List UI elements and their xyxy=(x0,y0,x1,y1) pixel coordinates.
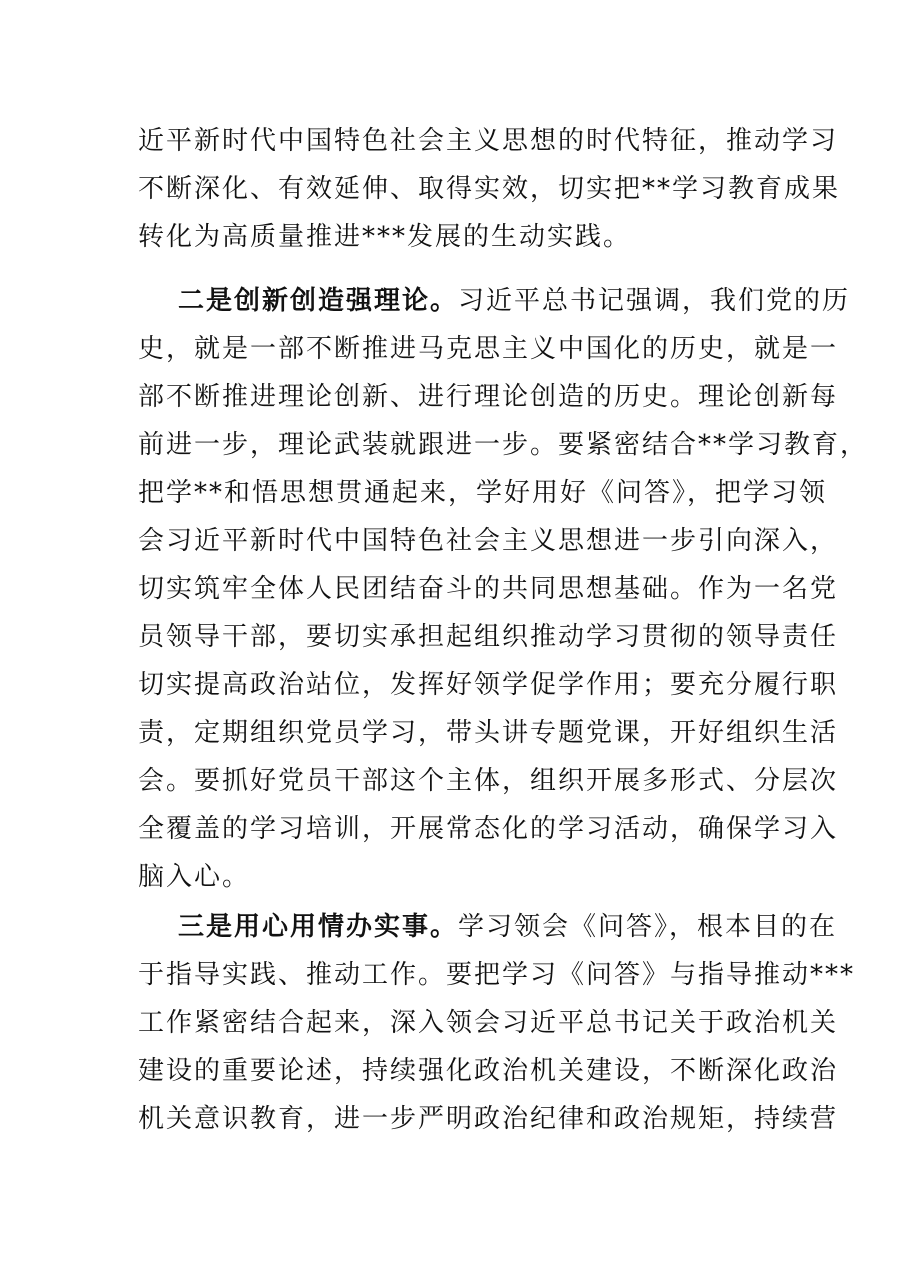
text-line: 近平新时代中国特色社会主义思想的时代特征，推动学习 xyxy=(138,126,839,156)
text-line: 于指导实践、推动工作。要把学习《问答》与指导推动*** xyxy=(138,960,856,990)
paragraph-first-line xyxy=(138,277,851,325)
paragraph-heading: 三是用心用情办实事。 xyxy=(178,912,459,942)
text-line: 切实筑牢全体人民团结奋斗的共同思想基础。作为一名党 xyxy=(138,574,839,604)
text-line: 脑入心。 xyxy=(138,862,251,892)
paragraph-text: 学习领会《问答》，根本目的在 xyxy=(458,912,838,942)
text-line: 员领导干部，要切实承担起组织推动学习贯彻的领导责任 xyxy=(138,622,839,652)
paragraph-2 xyxy=(138,277,869,901)
paragraph-3 xyxy=(138,903,856,1143)
text-line: 全覆盖的学习培训，开展常态化的学习活动，确保学习入 xyxy=(138,814,839,844)
text-line: 部不断推进理论创新、进行理论创造的历史。理论创新每 xyxy=(138,382,839,412)
text-line: 工作紧密结合起来，深入领会习近平总书记关于政治机关 xyxy=(138,1008,839,1038)
paragraph-1 xyxy=(138,117,841,261)
text-line: 机关意识教育，进一步严明政治纪律和政治规矩，持续营 xyxy=(138,1104,839,1134)
text-line: 切实提高政治站位，发挥好领学促学作用；要充分履行职 xyxy=(138,670,839,700)
text-line: 转化为高质量推进***发展的生动实践。 xyxy=(138,222,632,252)
paragraph-first-line xyxy=(138,903,838,951)
text-line: 史，就是一部不断推进马克思主义中国化的历史，就是一 xyxy=(138,334,839,364)
text-line: 责，定期组织党员学习，带头讲专题党课，开好组织生活 xyxy=(138,718,839,748)
paragraph-text: 习近平总书记强调，我们党的历 xyxy=(458,286,851,316)
text-line: 会习近平新时代中国特色社会主义思想进一步引向深入， xyxy=(138,526,839,556)
text-line: 不断深化、有效延伸、取得实效，切实把**学习教育成果 xyxy=(138,174,841,204)
text-line: 前进一步，理论武装就跟进一步。要紧密结合**学习教育， xyxy=(138,430,869,460)
text-line: 把学**和悟思想贯通起来，学好用好《问答》，把学习领 xyxy=(138,478,828,508)
text-line: 建设的重要论述，持续强化政治机关建设，不断深化政治 xyxy=(138,1056,839,1086)
paragraph-heading: 二是创新创造强理论。 xyxy=(178,286,459,316)
text-line: 会。要抓好党员干部这个主体，组织开展多形式、分层次 xyxy=(138,766,839,796)
